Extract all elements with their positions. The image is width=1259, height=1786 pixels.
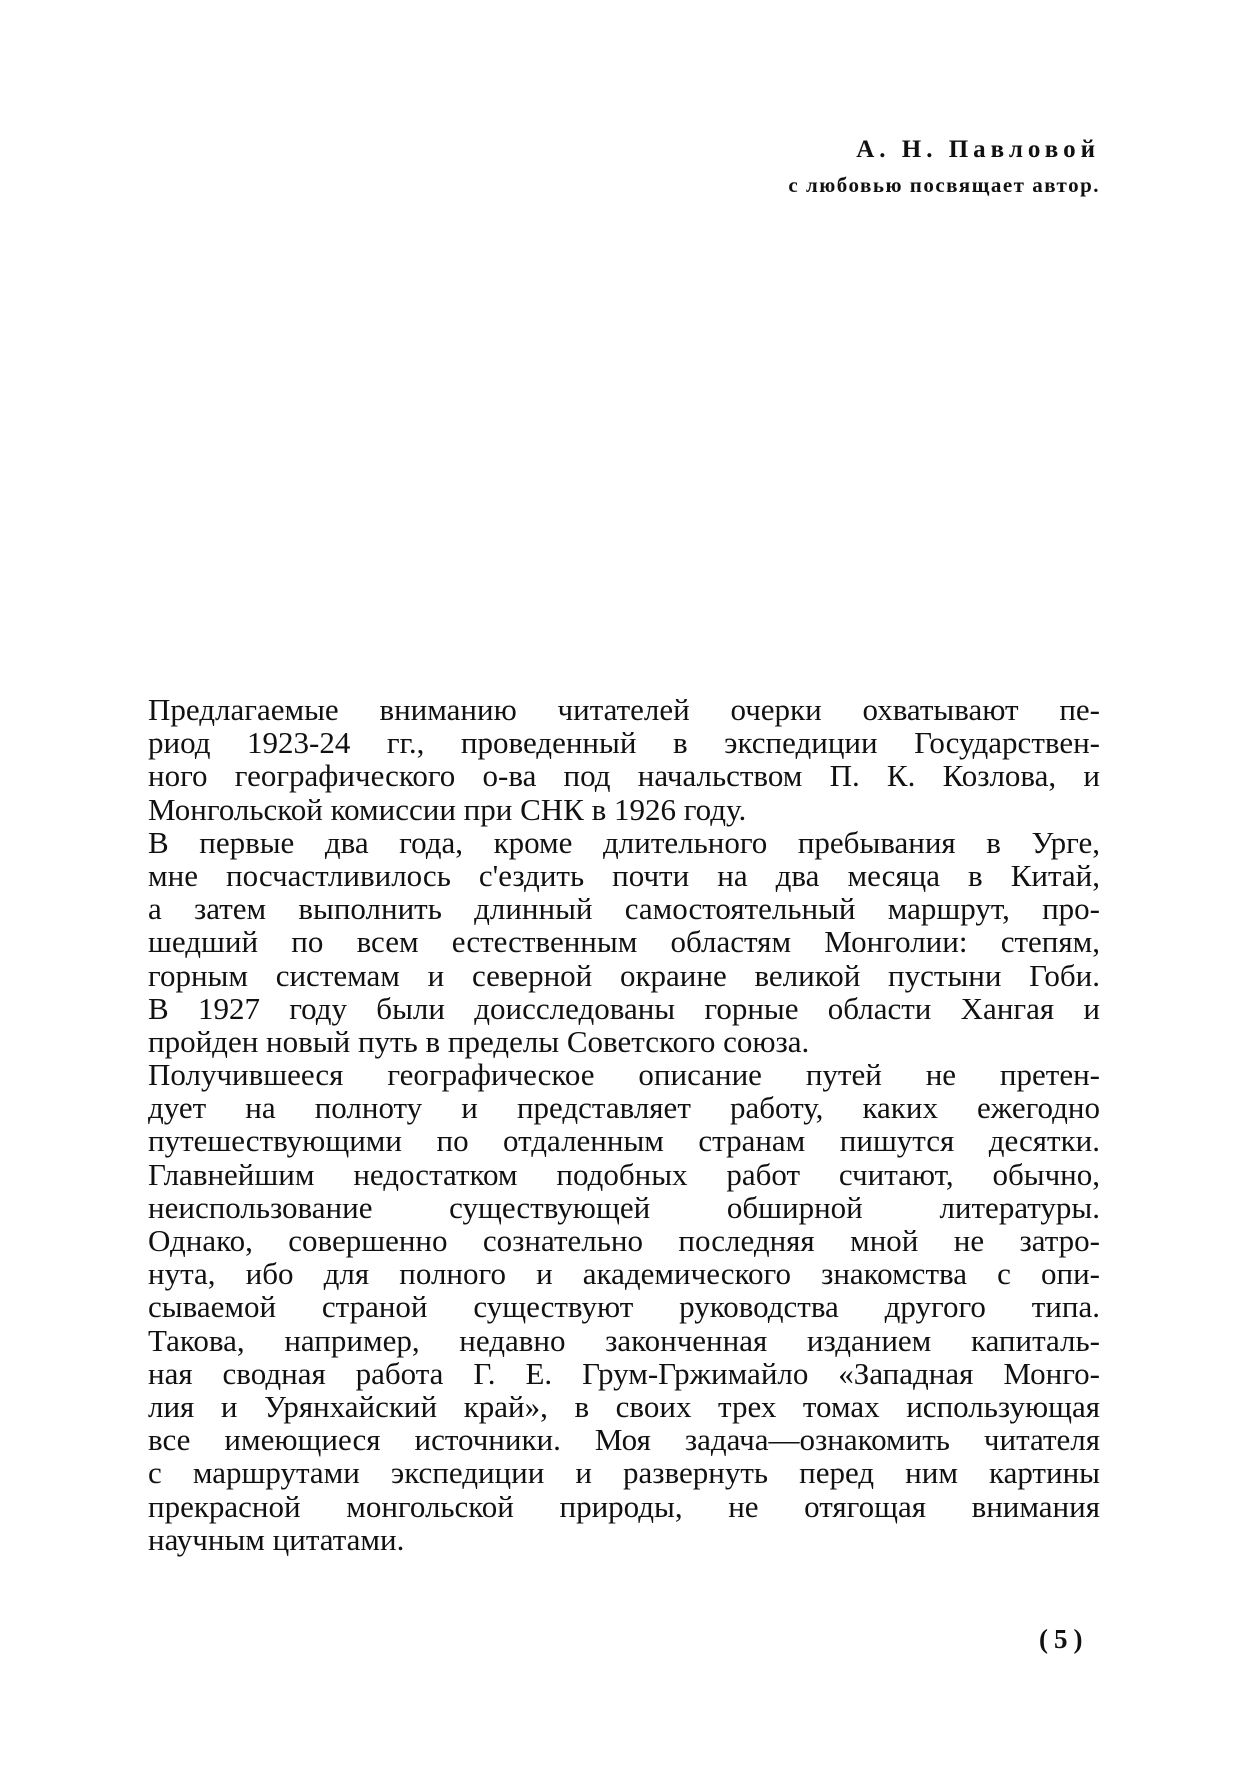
text-line: все имеющиеся источники. Моя задача—ознакомить читателя: [148, 1422, 1100, 1458]
text-line: научным цитатами.: [148, 1521, 405, 1557]
text-line: В 1927 году были доисследованы горные области Хангая и: [148, 990, 1100, 1026]
text-line: прекрасной монгольской природы, не отягощая внимания: [148, 1488, 1100, 1524]
dedication-text: с любовью посвящает автор.: [788, 173, 1100, 197]
text-line: шедший по всем естественным областям Монголии: степям,: [148, 924, 1100, 960]
text-line: Главнейшим недостатком подобных работ считают, обычно,: [148, 1156, 1100, 1192]
text-line: мне посчастливилось с'ездить почти на два месяца в Китай,: [148, 857, 1100, 893]
text-line: горным системам и северной окраине великой пустыни Гоби.: [148, 957, 1100, 993]
text-line: путешествующими по отдаленным странам пишутся десятки.: [148, 1123, 1100, 1159]
text-line: с маршрутами экспедиции и развернуть перед ним картины: [148, 1455, 1100, 1491]
text-line: В первые два года, кроме длительного пребывания в Урге,: [148, 824, 1100, 860]
text-line: Предлагаемые вниманию читателей очерки охватывают пе-: [148, 692, 1100, 727]
text-line: Такова, например, недавно законченная изданием капиталь-: [148, 1322, 1100, 1358]
text-line: Получившееся географическое описание путей не претен-: [148, 1057, 1100, 1093]
text-line: ного географического о-ва под начальством П. К. Козлова, и: [148, 758, 1100, 794]
text-line: нута, ибо для полного и академического знакомства с опи-: [148, 1256, 1100, 1292]
text-line: пройден новый путь в пределы Советского союза.: [148, 1023, 810, 1059]
dedication-name: А. Н. Павловой: [856, 136, 1100, 163]
text-line: Монгольской комиссии при СНК в 1926 году.: [148, 791, 747, 827]
text-line: сываемой страной существуют руководства другого типа.: [148, 1289, 1100, 1325]
page-number: (5): [1039, 1624, 1089, 1654]
text-line: лия и Урянхайский край», в своих трех томах использующая: [148, 1388, 1100, 1424]
text-line: риод 1923-24 гг., проведенный в экспедиции Государствен-: [148, 725, 1100, 761]
text-line: Однако, совершенно сознательно последняя мной не затро-: [148, 1223, 1100, 1258]
text-line: неиспользование существующей обширной литературы.: [148, 1189, 1100, 1225]
text-line: ная сводная работа Г. Е. Грум-Гржимайло «Западная Монго-: [148, 1355, 1100, 1391]
text-line: а затем выполнить длинный самостоятельный маршрут, про-: [148, 891, 1100, 927]
preface-text: [148, 693, 1100, 1556]
dedication: [788, 132, 1100, 202]
text-line: дует на полноту и представляет работу, каких ежегодно: [148, 1090, 1100, 1126]
